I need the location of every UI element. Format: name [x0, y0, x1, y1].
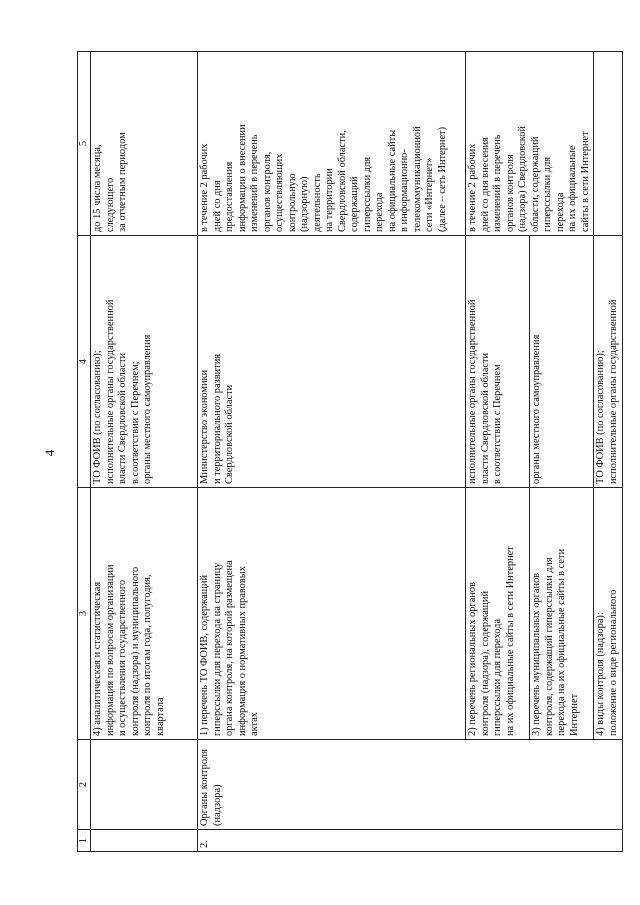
header-cell: 2: [78, 740, 91, 830]
table-row: [198, 52, 466, 852]
table-cell-empty: [91, 830, 198, 852]
page-number: 4: [42, 449, 57, 457]
table-cell-item: 3) перечень муниципальных органов контроля, содержащий гиперссылки для перехода на их официальные сайты в сети Интернет: [530, 488, 594, 740]
table-cell-item: 4) аналитическая и статистическая информация по вопросам организации и осуществления государственного контроля (надзора) и муниципального контроля по итогам года, полугодия, квартала: [91, 488, 198, 740]
header-cell: 3: [78, 488, 91, 740]
table-cell-responsible: ТО ФОИВ (по согласованию); исполнительные органы государственной власти Свердловской области в соответствии с Перечнем; органы местного самоуправления: [91, 236, 198, 488]
table-cell-responsible: Министерство экономики и территориального развития Свердловской области: [198, 236, 466, 488]
header-cell: 4: [78, 236, 91, 488]
table-cell-deadline: до 15 числа месяца, следующего за отчетным периодом: [91, 52, 198, 236]
table-row: [91, 52, 198, 852]
table-cell-empty: [594, 52, 623, 236]
table-cell-item: 2) перечень региональных органов контроля (надзора), содержащий гиперссылки для перехода на их официальные сайты в сети Интернет: [466, 488, 530, 740]
header-cell: 1: [78, 830, 91, 852]
table-cell-category: Органы контроля (надзора): [198, 740, 623, 830]
table-cell-item: 1) перечень ТО ФОИВ, содержащий гиперссылки для перехода на страницу органа контроля, на которой размещена информация о нормативных правовых актах: [198, 488, 466, 740]
table-cell-number: 2.: [198, 830, 623, 852]
table-row: [466, 52, 530, 852]
rotated-table-wrapper: [77, 52, 619, 852]
table-cell-responsible: исполнительные органы государственной власти Свердловской области в соответствии с Перечнем: [466, 236, 530, 488]
data-table: [77, 51, 623, 852]
table-cell-responsible: ТО ФОИВ (по согласованию); исполнительные органы государственной: [594, 236, 623, 488]
table-cell-deadline: в течение 2 рабочих дней со дня предоставления информации о внесении изменений в перечень органов контроля, осуществляющих контрольную (надзорную) деятельность на территории Свердловской области, содержащий гиперссылки для перехода на официальные сайты в информационно- телекоммуникационной сети «Интернет» (далее – сеть Интернет): [198, 52, 466, 236]
table-cell-responsible: органы местного самоуправления: [530, 236, 594, 488]
table-row: [594, 52, 623, 852]
table-cell-deadline: в течение 2 рабочих дней со дня внесения изменений в перечень органов контроля (надзора) Свердловской области, содержащий гиперссылки для перехода на их официальные сайты в сети Интернет: [466, 52, 594, 236]
header-cell: 5: [78, 52, 91, 236]
table-cell-item: 4) виды контроля (надзора): положение о виде регионального: [594, 488, 623, 740]
table-header-row: [78, 52, 91, 852]
table-cell-empty: [91, 740, 198, 830]
